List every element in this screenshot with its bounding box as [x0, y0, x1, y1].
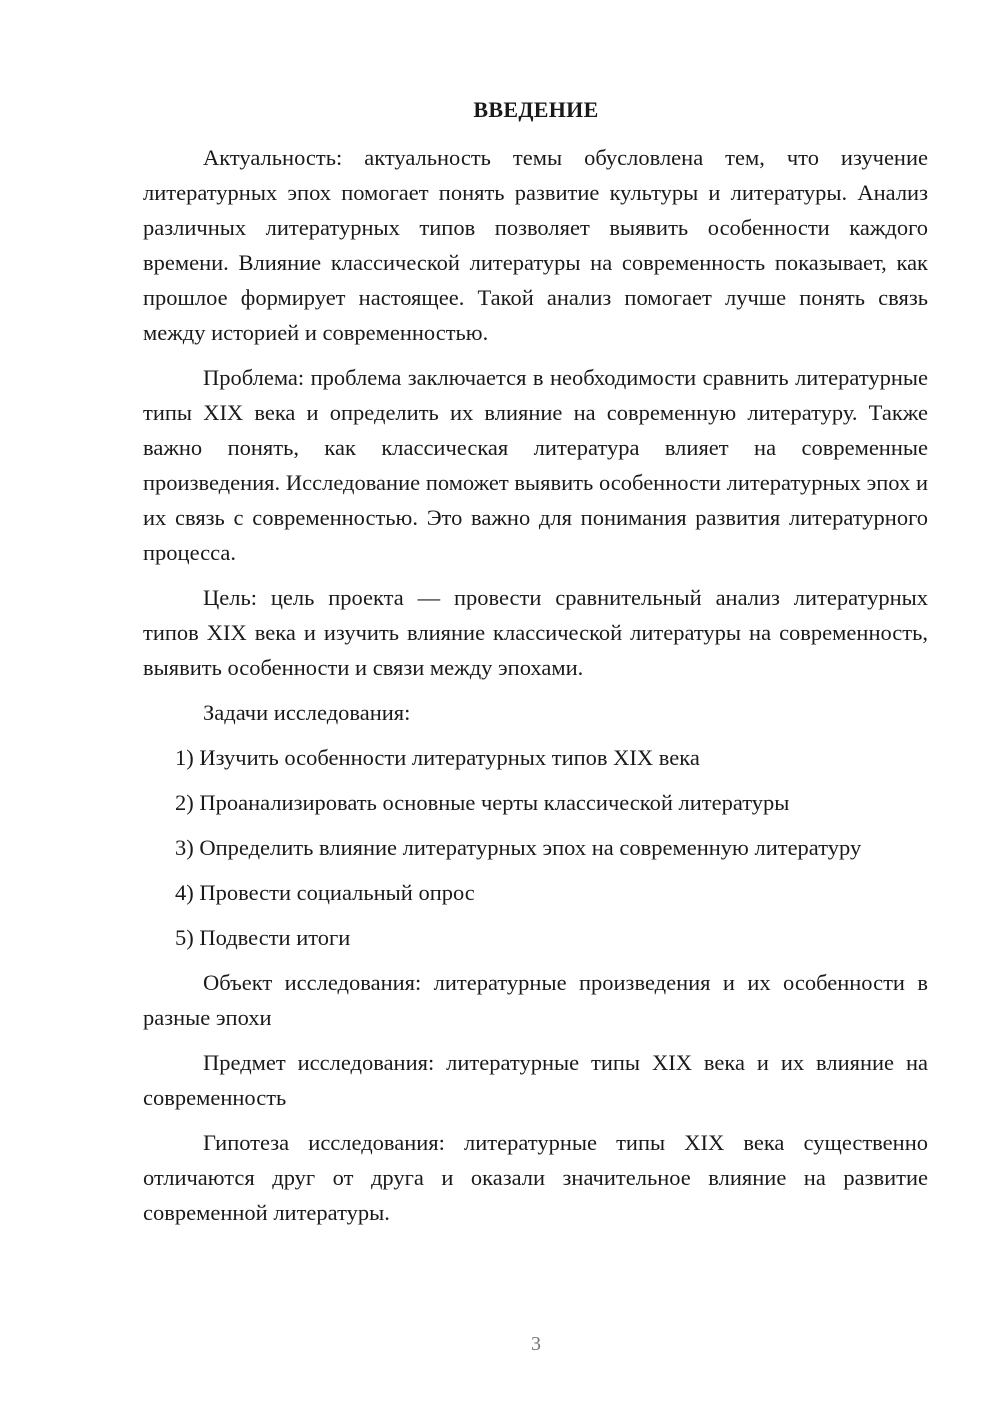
list-item: 3) Определить влияние литературных эпох на современную литературу — [175, 835, 862, 860]
hypothesis-paragraph: Гипотеза исследования: литературные типы XIX века существенно отличаются друг от друга и оказали значительное влияние на развитие современной литературы. — [143, 1130, 928, 1225]
problem-paragraph: Проблема: проблема заключается в необходимости сравнить литературные типы XIX века и определить их влияние на современную литературу. Также важно понять, как классическая литература влияет на современные произведения. Исследование поможет выявить особенности литературных эпох и их связь с современностью. Это важно для понимания развития литературного процесса. — [143, 365, 928, 565]
list-item: 5) Подвести итоги — [175, 925, 351, 950]
relevance-paragraph: Актуальность: актуальность темы обусловлена тем, что изучение литературных эпох помогает понять развитие культуры и литературы. Анализ различных литературных типов позволяет выявить особенности каждого времени. Влияние классической литературы на современность показывает, как прошлое формирует настоящее. Такой анализ помогает лучше понять связь между историей и современностью. — [143, 145, 928, 345]
list-item: 4) Провести социальный опрос — [175, 880, 475, 905]
subject-paragraph: Предмет исследования: литературные типы XIX века и их влияние на современность — [143, 1050, 928, 1110]
list-item: 1) Изучить особенности литературных типов XIX века — [175, 745, 700, 770]
document-body — [143, 140, 928, 1240]
list-item: 2) Проанализировать основные черты классической литературы — [175, 790, 790, 815]
tasks-list — [143, 740, 928, 955]
object-paragraph: Объект исследования: литературные произведения и их особенности в разные эпохи — [143, 970, 928, 1030]
tasks-heading: Задачи исследования: — [203, 700, 411, 725]
page-number: 3 — [531, 1333, 541, 1355]
goal-paragraph: Цель: цель проекта — провести сравнительный анализ литературных типов XIX века и изучить влияние классической литературы на современность, выявить особенности и связи между эпохами. — [143, 585, 928, 680]
page-title: ВВЕДЕНИЕ — [473, 97, 599, 122]
